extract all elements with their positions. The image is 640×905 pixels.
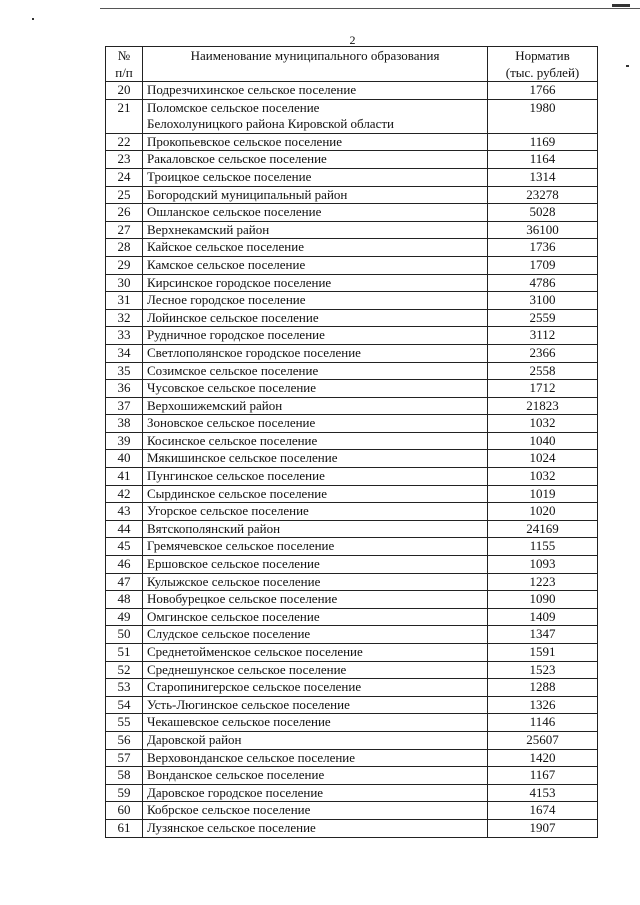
row-name-line: Лойинское сельское поселение (147, 309, 319, 325)
row-name (143, 644, 488, 662)
row-normative: 1019 (488, 485, 598, 503)
row-name-line: Новобурецкое сельское поселение (147, 591, 338, 607)
row-number: 46 (106, 556, 143, 574)
row-name-line: Верхошижемский район (147, 397, 283, 413)
row-number: 42 (106, 485, 143, 503)
row-normative: 36100 (488, 221, 598, 239)
row-name (143, 397, 488, 415)
row-normative: 5028 (488, 204, 598, 222)
row-name-line: Камское сельское поселение (147, 256, 306, 272)
header-number (106, 47, 143, 82)
scan-mark (32, 18, 34, 20)
table-row (106, 468, 598, 486)
table-row (106, 239, 598, 257)
row-normative: 1167 (488, 767, 598, 785)
row-name (143, 608, 488, 626)
row-number: 54 (106, 696, 143, 714)
row-name-line: Зоновское сельское поселение (147, 415, 316, 431)
table-row (106, 696, 598, 714)
table-row (106, 204, 598, 222)
row-name (143, 819, 488, 837)
table-row (106, 309, 598, 327)
row-name (143, 274, 488, 292)
row-normative: 25607 (488, 731, 598, 749)
row-name (143, 344, 488, 362)
row-name (143, 696, 488, 714)
row-name-line: Гремячевское сельское поселение (147, 538, 335, 554)
row-name (143, 151, 488, 169)
row-number: 31 (106, 292, 143, 310)
row-normative: 1090 (488, 591, 598, 609)
row-name-line: Верхнекамский район (147, 221, 270, 237)
row-number: 23 (106, 151, 143, 169)
row-name-line: Вятскополянский район (147, 520, 281, 536)
row-normative: 4153 (488, 784, 598, 802)
row-name (143, 186, 488, 204)
row-number: 38 (106, 415, 143, 433)
header-normative-line: (тыс. рублей) (505, 65, 580, 80)
row-name (143, 415, 488, 433)
row-name-line: Белохолуницкого района Кировской области (147, 116, 394, 132)
row-normative: 1024 (488, 450, 598, 468)
row-normative: 2559 (488, 309, 598, 327)
row-number: 58 (106, 767, 143, 785)
row-name (143, 767, 488, 785)
row-name-line: Ершовское сельское поселение (147, 556, 320, 572)
row-normative: 1155 (488, 538, 598, 556)
row-number: 22 (106, 133, 143, 151)
row-name (143, 309, 488, 327)
table-row (106, 679, 598, 697)
table-row (106, 168, 598, 186)
row-number: 61 (106, 819, 143, 837)
table-row (106, 151, 598, 169)
row-number: 37 (106, 397, 143, 415)
row-number: 53 (106, 679, 143, 697)
row-name-line: Рудничное городское поселение (147, 327, 325, 343)
row-number: 48 (106, 591, 143, 609)
header-number-line: п/п (115, 65, 133, 80)
row-number: 21 (106, 99, 143, 133)
row-number: 52 (106, 661, 143, 679)
row-number: 20 (106, 82, 143, 100)
table-row (106, 503, 598, 521)
row-name (143, 362, 488, 380)
row-normative: 1980 (488, 99, 598, 133)
row-name-line: Мякишинское сельское поселение (147, 450, 338, 466)
table-row (106, 749, 598, 767)
row-name (143, 538, 488, 556)
row-name (143, 503, 488, 521)
row-normative: 1591 (488, 644, 598, 662)
header-number-line: № (117, 48, 131, 63)
table-row (106, 221, 598, 239)
row-name-line: Кулыжское сельское поселение (147, 573, 321, 589)
table-row (106, 819, 598, 837)
row-normative: 1766 (488, 82, 598, 100)
row-number: 40 (106, 450, 143, 468)
row-name (143, 731, 488, 749)
normative-table (105, 46, 598, 838)
table-row (106, 591, 598, 609)
row-normative: 1032 (488, 415, 598, 433)
row-name (143, 256, 488, 274)
row-number: 44 (106, 520, 143, 538)
row-normative: 1314 (488, 168, 598, 186)
row-normative: 1420 (488, 749, 598, 767)
row-normative: 23278 (488, 186, 598, 204)
table-row (106, 99, 598, 133)
row-name-line: Богородский муниципальный район (147, 186, 348, 202)
row-name-line: Кайское сельское поселение (147, 239, 304, 255)
row-number: 29 (106, 256, 143, 274)
row-normative: 2558 (488, 362, 598, 380)
table-row (106, 380, 598, 398)
table-header-row (106, 47, 598, 82)
row-name-line: Сырдинское сельское поселение (147, 485, 328, 501)
row-number: 30 (106, 274, 143, 292)
row-name (143, 591, 488, 609)
row-name (143, 221, 488, 239)
row-number: 45 (106, 538, 143, 556)
row-name-line: Среднешунское сельское поселение (147, 661, 347, 677)
table-row (106, 256, 598, 274)
row-name (143, 802, 488, 820)
row-name-line: Пунгинское сельское поселение (147, 468, 325, 484)
row-number: 50 (106, 626, 143, 644)
row-number: 56 (106, 731, 143, 749)
row-normative: 1523 (488, 661, 598, 679)
row-name-line: Омгинское сельское поселение (147, 608, 320, 624)
table-row (106, 573, 598, 591)
row-number: 27 (106, 221, 143, 239)
row-number: 24 (106, 168, 143, 186)
table-row (106, 186, 598, 204)
table-row (106, 767, 598, 785)
row-number: 51 (106, 644, 143, 662)
header-normative (488, 47, 598, 82)
row-name-line: Ошланское сельское поселение (147, 204, 322, 220)
row-normative: 1020 (488, 503, 598, 521)
row-name (143, 661, 488, 679)
row-number: 25 (106, 186, 143, 204)
scan-mark (626, 65, 629, 67)
row-number: 32 (106, 309, 143, 327)
row-normative: 21823 (488, 397, 598, 415)
row-normative: 1674 (488, 802, 598, 820)
table-row (106, 82, 598, 100)
row-normative: 3112 (488, 327, 598, 345)
row-name-line: Даровское городское поселение (147, 784, 324, 800)
table-row (106, 538, 598, 556)
row-number: 49 (106, 608, 143, 626)
table-row (106, 362, 598, 380)
row-name (143, 432, 488, 450)
header-name-text: Наименование муниципального образования (190, 48, 440, 63)
row-normative: 1146 (488, 714, 598, 732)
row-name (143, 573, 488, 591)
row-normative: 1164 (488, 151, 598, 169)
row-normative: 1326 (488, 696, 598, 714)
row-name (143, 679, 488, 697)
row-name (143, 626, 488, 644)
row-name (143, 292, 488, 310)
row-number: 28 (106, 239, 143, 257)
header-name (143, 47, 488, 82)
table-row (106, 397, 598, 415)
row-normative: 24169 (488, 520, 598, 538)
row-number: 34 (106, 344, 143, 362)
table-row (106, 327, 598, 345)
row-normative: 1907 (488, 819, 598, 837)
table-row (106, 802, 598, 820)
row-number: 35 (106, 362, 143, 380)
row-name-line: Светлополянское городское поселение (147, 344, 361, 360)
row-name (143, 450, 488, 468)
row-normative: 1169 (488, 133, 598, 151)
page-number: 2 (349, 33, 356, 47)
table-row (106, 731, 598, 749)
row-name (143, 327, 488, 345)
row-normative: 1736 (488, 239, 598, 257)
row-normative: 1347 (488, 626, 598, 644)
scan-mark (612, 4, 630, 7)
row-name-line: Косинское сельское поселение (147, 432, 318, 448)
table-row (106, 133, 598, 151)
row-name-line: Вонданское сельское поселение (147, 767, 325, 783)
row-name-line: Лузянское сельское поселение (147, 819, 316, 835)
row-normative: 1093 (488, 556, 598, 574)
row-number: 60 (106, 802, 143, 820)
row-name (143, 168, 488, 186)
row-name (143, 520, 488, 538)
row-number: 39 (106, 432, 143, 450)
row-name (143, 556, 488, 574)
row-name-line: Угорское сельское поселение (147, 503, 309, 519)
row-number: 47 (106, 573, 143, 591)
table-row (106, 556, 598, 574)
row-normative: 1223 (488, 573, 598, 591)
row-name (143, 82, 488, 100)
row-name-line: Чекашевское сельское поселение (147, 714, 331, 730)
row-name-line: Чусовское сельское поселение (147, 380, 317, 396)
row-name (143, 380, 488, 398)
table-row (106, 661, 598, 679)
table-row (106, 608, 598, 626)
row-normative: 1409 (488, 608, 598, 626)
row-name (143, 133, 488, 151)
row-name (143, 485, 488, 503)
table-row (106, 274, 598, 292)
table-row (106, 485, 598, 503)
row-name (143, 204, 488, 222)
row-normative: 3100 (488, 292, 598, 310)
row-number: 55 (106, 714, 143, 732)
row-normative: 2366 (488, 344, 598, 362)
row-name-line: Троицкое сельское поселение (147, 168, 312, 184)
table-row (106, 644, 598, 662)
row-name (143, 749, 488, 767)
row-number: 33 (106, 327, 143, 345)
table-row (106, 292, 598, 310)
row-normative: 1040 (488, 432, 598, 450)
row-name-line: Кирсинское городское поселение (147, 274, 332, 290)
row-normative: 1288 (488, 679, 598, 697)
row-name-line: Старопинигерское сельское поселение (147, 679, 362, 695)
row-name-line: Усть-Люгинское сельское поселение (147, 696, 350, 712)
header-normative-line: Норматив (515, 48, 570, 63)
row-number: 43 (106, 503, 143, 521)
table-row (106, 450, 598, 468)
row-name (143, 239, 488, 257)
row-name-line: Среднетойменское сельское поселение (147, 644, 363, 659)
scan-top-rule (100, 8, 640, 9)
row-number: 59 (106, 784, 143, 802)
table-body (106, 82, 598, 838)
row-name-line: Кобрское сельское поселение (147, 802, 311, 818)
row-normative: 1709 (488, 256, 598, 274)
table-row (106, 432, 598, 450)
row-name (143, 714, 488, 732)
table-row (106, 415, 598, 433)
row-normative: 1712 (488, 380, 598, 398)
row-name (143, 99, 488, 133)
row-normative: 4786 (488, 274, 598, 292)
row-name-line: Прокопьевское сельское поселение (147, 133, 343, 149)
row-normative: 1032 (488, 468, 598, 486)
row-name (143, 784, 488, 802)
row-name-line: Верховонданское сельское поселение (147, 749, 356, 765)
row-name-line: Даровской район (147, 731, 242, 747)
row-name-line: Созимское сельское поселение (147, 362, 319, 378)
table-row (106, 714, 598, 732)
row-name-line: Слудское сельское поселение (147, 626, 311, 642)
table-row (106, 784, 598, 802)
row-number: 57 (106, 749, 143, 767)
row-number: 41 (106, 468, 143, 486)
row-name-line: Поломское сельское поселение (147, 99, 320, 115)
table-row (106, 344, 598, 362)
table-row (106, 520, 598, 538)
row-name (143, 468, 488, 486)
row-name-line: Подрезчихинское сельское поселение (147, 82, 357, 97)
row-name-line: Ракаловское сельское поселение (147, 151, 327, 167)
row-name-line: Лесное городское поселение (147, 292, 306, 308)
row-number: 36 (106, 380, 143, 398)
row-number: 26 (106, 204, 143, 222)
table-row (106, 626, 598, 644)
